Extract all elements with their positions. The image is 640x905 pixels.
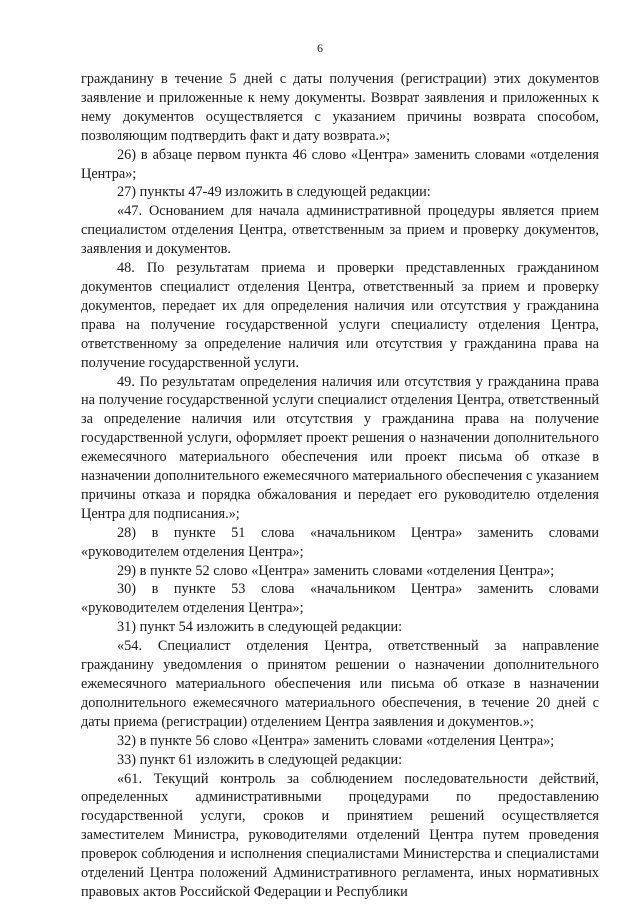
paragraph-item-32: 32) в пункте 56 слово «Центра» заменить словами «отделения Центра»; (117, 732, 555, 749)
paragraph-item-26: 26) в абзаце первом пункта 46 слово «Центра» заменить словами «отделения Центра»; (81, 146, 599, 182)
paragraph-clause-49: 49. По результатам определения наличия или отсутствия у гражданина права на получение государственной услуги специалист отделения Центра, ответственный за определение наличия или отсутствия у гражданина права на получение государственной услуги, оформляет проект решения о назначении дополнительного ежемесячного материального обеспечения или проект письма об отказе в назначении дополнительного ежемесячного материального обеспечения с указанием причины отказа и порядка обжалования и передает его руководителю отделения Центра для подписания.»; (81, 373, 599, 522)
paragraph-item-31: 31) пункт 54 изложить в следующей редакции: (117, 619, 403, 636)
paragraph-item-28: 28) в пункте 51 слова «начальником Центра» заменить словами «руководителем отделения Центра»; (81, 524, 599, 560)
page-number: 6 (317, 41, 323, 55)
paragraph-item-27: 27) пункты 47-49 изложить в следующей редакции: (117, 184, 431, 201)
paragraph-item-33: 33) пункт 61 изложить в следующей редакции: (117, 751, 403, 768)
paragraph-clause-61: «61. Текущий контроль за соблюдением последовательности действий, определенных административными процедурами по предоставлению государственной услуги, сроков и принятием решений осуществляется заместителем Министра, руководителями отделений Центра путем проведения проверок соблюдения и исполнения специалистами Министерства и специалистами отделений Центра положений Административного регламента, иных нормативных правовых актов Российской Федерации и Республики (81, 770, 599, 900)
paragraph-clause-47: «47. Основанием для начала административной процедуры является прием специалистом отделения Центра, ответственным за прием и проверку документов, заявления и документов. (81, 203, 599, 258)
paragraph-clause-48: 48. По результатам приема и проверки представленных гражданином документов специалист отделения Центра, ответственный за прием и проверку документов, передает их для определения наличия или отсутствия у гражданина права на получение государственной услуги специалисту отделения Центра, ответственному за определение наличия или отсутствия у гражданина права на получение государственной услуги. (81, 260, 599, 371)
paragraph-continuation: гражданину в течение 5 дней с даты получения (регистрации) этих документов заявление и приложенные к нему документы. Возврат заявления и приложенных к нему документов осуществляется с указанием причины возврата способом, позволяющим подтвердить факт и дату возврата.»; (81, 71, 599, 144)
paragraph-clause-54: «54. Специалист отделения Центра, ответственный за направление гражданину уведомления о принятом решении о назначении дополнительного ежемесячного материального обеспечения или письма об отказе в назначении дополнительного ежемесячного материального обеспечения, в течение 20 дней с даты приема (регистрации) отделением Центра заявления и документов.»; (81, 638, 599, 730)
paragraph-item-30: 30) в пункте 53 слова «начальником Центра» заменить словами «руководителем отделения Центра»; (81, 581, 599, 617)
document-body (81, 70, 599, 902)
paragraph-item-29: 29) в пункте 52 слово «Центра» заменить словами «отделения Центра»; (117, 562, 555, 579)
